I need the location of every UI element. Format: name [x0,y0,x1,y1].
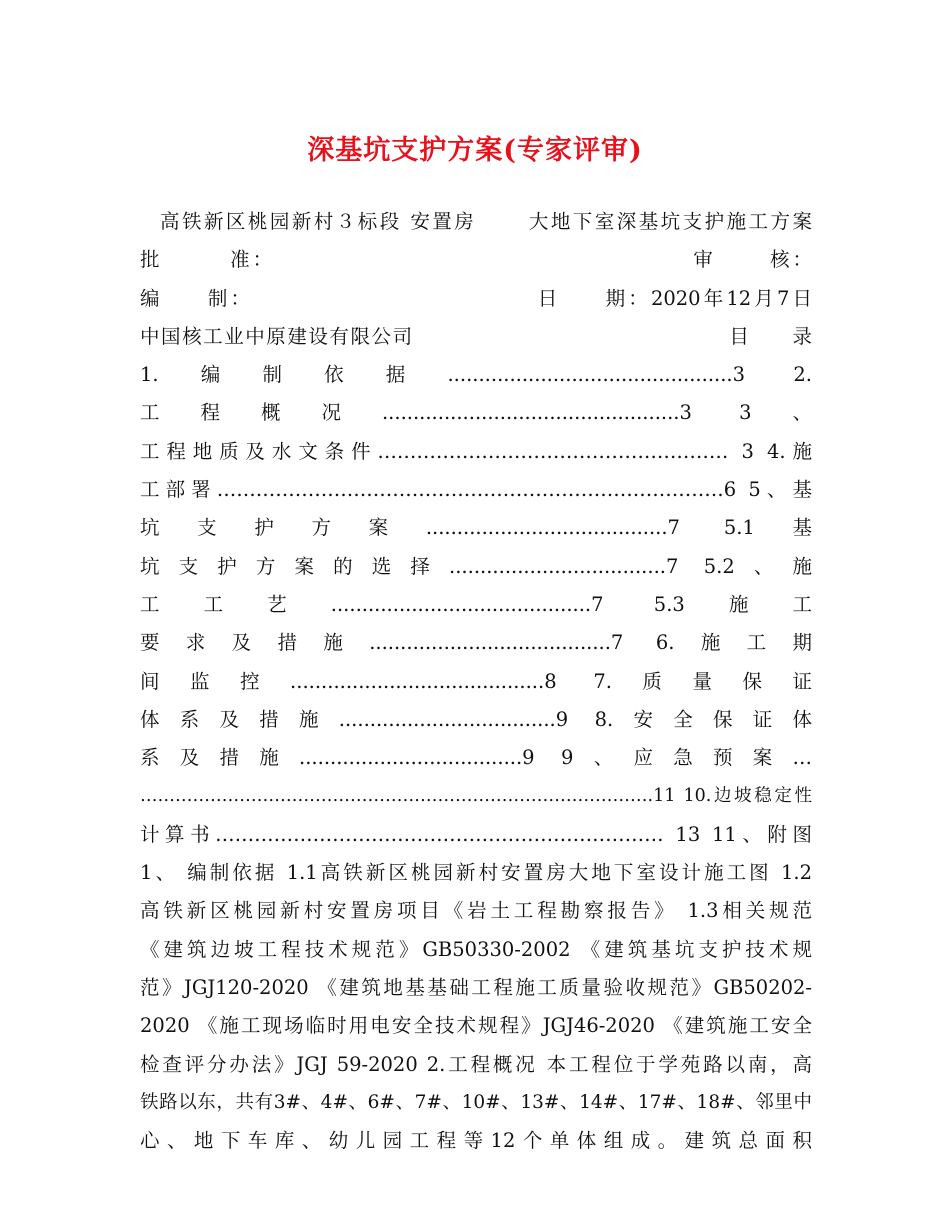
text-line: 心、地下车库、幼儿园工程等12个单体组成。建筑总面积 [140,1129,812,1153]
text-line: 中国核工业中原建设有限公司 目 录 [140,324,812,348]
text-line: 1、 编制依据 1.1高铁新区桃园新村安置房大地下室设计施工图 1.2 [140,861,812,885]
toc-line: 坑支护方案.......................................7 5.1基 [140,516,812,540]
toc-line: 体系及措施...................................9 8.安全保证体 [140,707,812,731]
text-line: 铁路以东，共有3#、4#、6#、7#、10#、13#、14#、17#、18#、邻里中 [140,1091,812,1113]
text-line: 批 准： 审 核： [140,248,812,272]
toc-line: 工工艺..........................................7 5.3施工 [140,592,812,616]
toc-line: 工程地质及水文条件……………………………………………… 3 4.施 [140,439,812,463]
toc-line: 坑支护方案的选择...................................7 5.2、施 [140,554,812,578]
text-line: 2020 《施工现场临时用电安全技术规程》JGJ46-2020 《建筑施工安全 [140,1014,812,1038]
toc-line: 工部署……………………………………………………………………6 5、基 [140,478,812,502]
toc-line: 1.编制依据..............................................3 2. [140,363,812,387]
toc-line: …………………………………………………………………………….11 10.边坡稳定性 [140,786,812,807]
toc-line: 要求及措施.......................................7 6.施工期 [140,631,812,655]
text-line: 检查评分办法》JGJ 59-2020 2.工程概况 本工程位于学苑路以南，高 [140,1052,812,1076]
toc-line: 间监控.........................................8 7.质量保证 [140,669,812,693]
text-line: 范》JGJ120-2020 《建筑地基基础工程施工质量验收规范》GB50202- [140,975,812,999]
toc-line: 计算书…………………………………………………………… 13 11、附图 [140,822,812,846]
document-body [140,203,812,1160]
text-line: 编 制： 日 期：2020年12月7日 [140,286,812,310]
document-title: 深基坑支护方案(专家评审) [307,135,643,166]
text-line: 高铁新区桃园新村安置房项目《岩土工程勘察报告》 1.3相关规范 [140,899,812,923]
text-line: 高铁新区桃园新村３标段 安置房 大地下室深基坑支护施工方案 [160,210,812,233]
toc-line: 系及措施....................................9 9、应急预案… [140,746,812,770]
toc-line: 工程概况................................................3 3、 [140,401,812,425]
text-line: 《建筑边坡工程技术规范》GB50330-2002 《建筑基坑支护技术规 [140,937,812,961]
